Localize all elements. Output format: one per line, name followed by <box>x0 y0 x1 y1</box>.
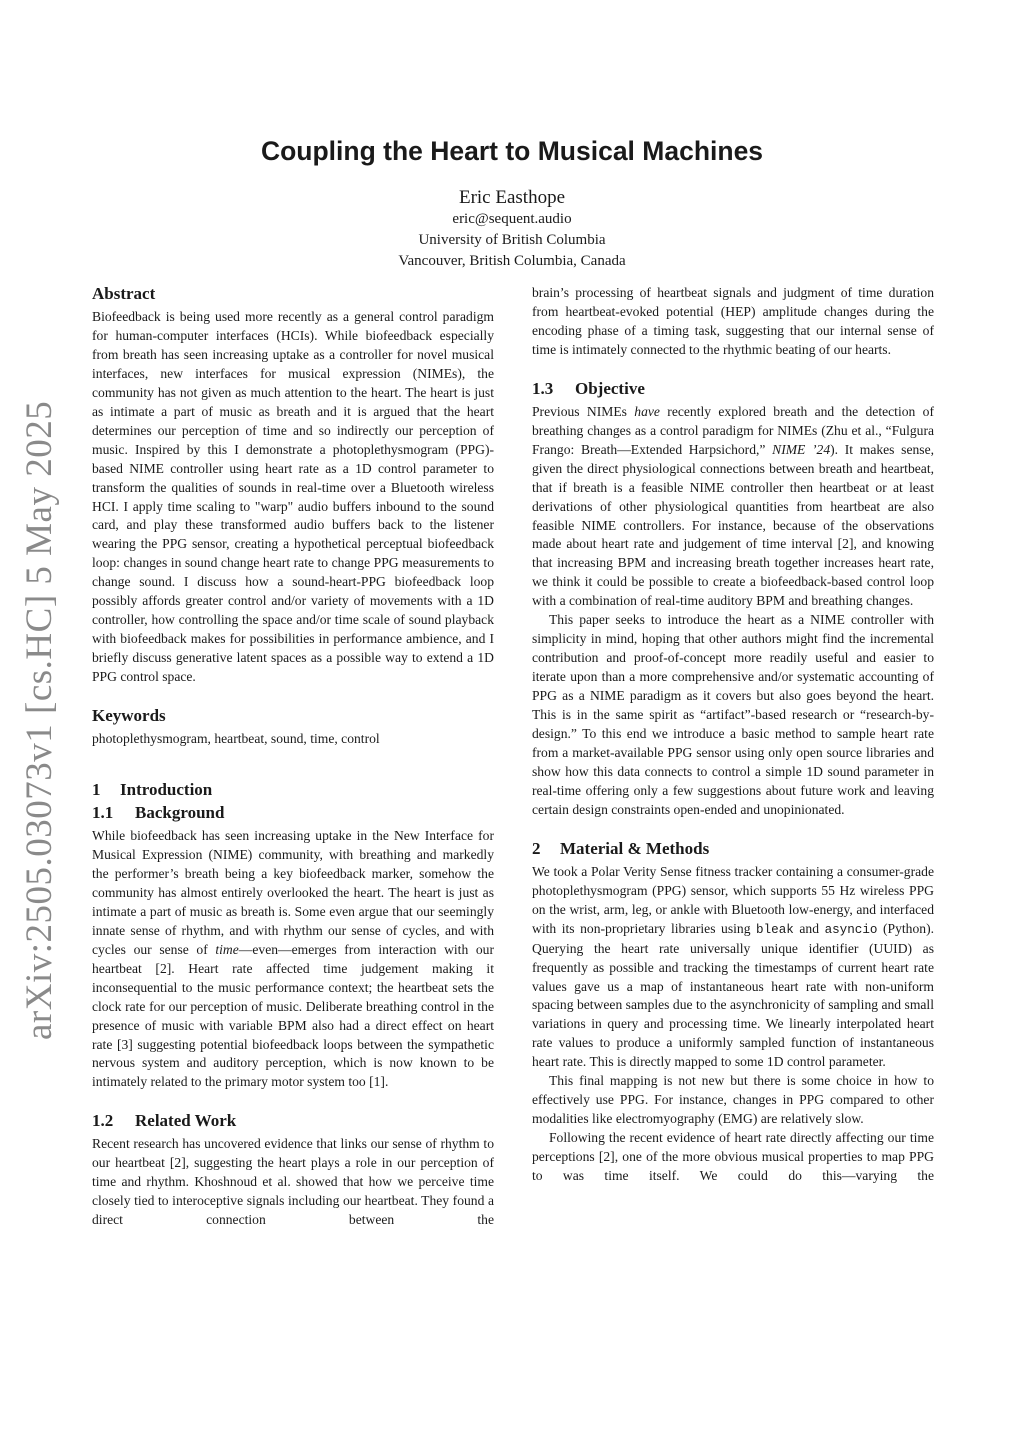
background-text-b: —even—emerges from interaction with our heartbeat [2]. Heart rate affected time judgement making it inconsequential to the music performance context; the heartbeat sets the clock rate for our perception of music. Deliberate breathing control in the presence of music with variable BPM also had a direct effect on heart rate [3] suggesting potential biofeedback loops between the sympathetic nervous system and auditory perception, which is now known to be intimately related to the primary motor system too [1]. <box>92 941 494 1090</box>
objective-p1-c: ). It makes sense, given the direct physiological connections between breath and heartbeat, that if breath is a feasible NIME controller then heartbeat or at least derivations of other physiological quantities from heartbeat are also feasible NIME controllers. For instance, because of the observations made about heart rate and judgement of time interval [2], and knowing that increasing BPM and increasing breath together increases heart rate, we think it could be possible to create a biofeedback-based control loop with a combination of real-time auditory BPM and breathing changes. <box>532 441 934 609</box>
objective-p1-b: recently explored breath and the detection of breathing changes as a control paradigm for NIMEs (Zhu et al., “Fulgura Frango: Breath—Extended Harpsichord,” <box>532 403 934 457</box>
section-number: 2 <box>532 838 541 858</box>
methods-p1-and: and <box>793 920 825 936</box>
subsection-title: Related Work <box>135 1111 237 1131</box>
objective-p1-em: have <box>634 403 660 419</box>
keywords-text: photoplethysmogram, heartbeat, sound, time, control <box>92 731 380 747</box>
left-column <box>92 284 494 1230</box>
subsection-title: Objective <box>575 378 645 398</box>
methods-paragraph-3: Following the recent evidence of heart rate directly affecting our time perceptions [2], one of the more obvious musical properties to map PPG to was time itself. We could do this—varying the <box>532 1130 934 1184</box>
author-name: Eric Easthope <box>458 187 566 208</box>
abstract-heading: Abstract <box>92 284 156 303</box>
objective-paragraph-2: This paper seeks to introduce the heart as a NIME controller with simplicity in mind, hoping that other authors might find the incremental contribution and proof-of-concept more readily useful and easier to iterate upon than a more comprehensive and/or systematic accounting of PPG as a NIME paradigm as it covers but also goes beyond the heart. This is in the same spirit as “artifact”-based research or “research-by-design.” To this end we introduce a basic method to sample heart rate from a market-available PPG sensor using only open source libraries and show how this data connects to control a simple 1D sound parameter in real-time offering only a few suggestions about future work and leaving certain design constraints open-ended and unopinionated. <box>532 612 934 817</box>
subsection-related-work-heading <box>92 1111 494 1131</box>
author-email: eric@sequent.audio <box>452 211 572 227</box>
objective-p1-em2: NIME ’24 <box>772 441 831 457</box>
subsection-number: 1.2 <box>92 1111 114 1131</box>
objective-paragraph-1 <box>532 403 934 611</box>
related-work-text-continued: brain’s processing of heartbeat signals and judgment of time duration from heartbeat-evoked potential (HEP) amplitude changes during the encoding phase of a timing task, suggesting that our internal sense of time is intimately connected to the rhythmic beating of our hearts. <box>532 285 934 357</box>
abstract-text: Biofeedback is being used more recently as a general control paradigm for human-computer interfaces (HCIs). While biofeedback especially from breath has seen increasing uptake as a controller for novel musical interfaces, new interfaces for musical expression (NIMEs), the community has not given as much attention to the heart. The heart is just as intimate a part of music as breath and it is argued that the heart determines our perception of time and so indirectly our perception of music. Inspired by this I demonstrate a photoplethysmogram (PPG)-based NIME controller using heart rate as a 1D control parameter to transform the qualities of sounds in real-time over a Bluetooth wireless HCI. I apply time scaling to "warp" audio buffers inbound to the sound card, and play these transformed audio buffers back to the listener wearing the PPG sensor, creating a hypothetical perceptual biofeedback loop: changes in sound change heart rate to change PPG measurements to change sound. I discuss how a sound-heart-PPG biofeedback loop possibly affords greater control and/or variety of movements with a 1D controller, how controlling the space and/or time scale of sound playback with biofeedback makes for possibilities in performance ambience, and I briefly discuss generative latent spaces as a possible way to extend a 1D PPG control space. <box>92 309 494 685</box>
section-number: 1 <box>92 780 101 800</box>
methods-paragraph-2: This final mapping is not new but there is some choice in how to effectively use PPG. For instance, changes in PPG compared to other modalities like electromyography (EMG) are relatively slow. <box>532 1073 934 1127</box>
section-title: Introduction <box>120 780 213 800</box>
methods-p1-a: We took a Polar Verity Sense fitness tracker containing a consumer-grade photoplethysmogram (PPG) sensor, which supports 55 Hz wireless PPG on the wrist, arm, leg, or ankle with Bluetooth low-energy, and interfaced with its non-proprietary libraries using <box>532 863 934 936</box>
background-text-a: While biofeedback has seen increasing uptake in the New Interface for Musical Expression (NIME) community, with breathing and markedly the performer’s breath being a key biofeedback marker, somehow the community has almost entirely overlooked the heart. The heart is just as intimate a part of music as breath is. Some even argue that our seemingly innate sense of rhythm, and with rhythm our sense of cycles, and with cycles our sense of <box>92 828 494 957</box>
subsection-title: Background <box>135 803 225 823</box>
objective-p1-a: Previous NIMEs <box>532 403 635 419</box>
background-text <box>92 827 494 1092</box>
background-text-em: time <box>215 941 239 957</box>
code-bleak: bleak <box>756 922 794 937</box>
section-introduction-heading <box>92 780 494 800</box>
section-methods-heading <box>532 839 934 859</box>
section-title: Material & Methods <box>560 838 710 858</box>
methods-p1-b: (Python). Querying the heart rate universally unique identifier (UUID) as frequently as possible and tracking the timestamps of current heart rate values gave us a map of instantaneous heart rate with non-uniform spacing between samples due to the asynchronicity of sampling and small variations in query and processing time. We linearly interpolated heart rate values to produce a uniformly sampled function of instantaneous heart rate. This is directly mapped to some 1D control parameter. <box>532 920 934 1070</box>
arxiv-stamp: arXiv:2505.03073v1 [cs.HC] 5 May 2025 <box>19 400 60 1040</box>
author-location: Vancouver, British Columbia, Canada <box>398 253 626 269</box>
methods-paragraph-1 <box>532 863 934 1072</box>
author-affiliation: University of British Columbia <box>418 232 606 248</box>
subsection-number: 1.1 <box>92 803 114 823</box>
subsection-background-heading <box>92 803 494 823</box>
related-work-text: Recent research has uncovered evidence that links our sense of rhythm to our heartbeat [2], suggesting the heart plays a role in our perception of time and rhythm. Khoshnoud et al. showed that how we perceive time closely tied to interoceptive signals including our heartbeat. They found a direct connection between the <box>92 1136 494 1228</box>
right-column <box>532 284 934 1186</box>
code-asyncio: asyncio <box>824 922 878 937</box>
paper-title: Coupling the Heart to Musical Machines <box>260 136 764 166</box>
subsection-number: 1.3 <box>532 378 554 398</box>
subsection-objective-heading <box>532 379 934 399</box>
keywords-heading: Keywords <box>92 706 166 726</box>
